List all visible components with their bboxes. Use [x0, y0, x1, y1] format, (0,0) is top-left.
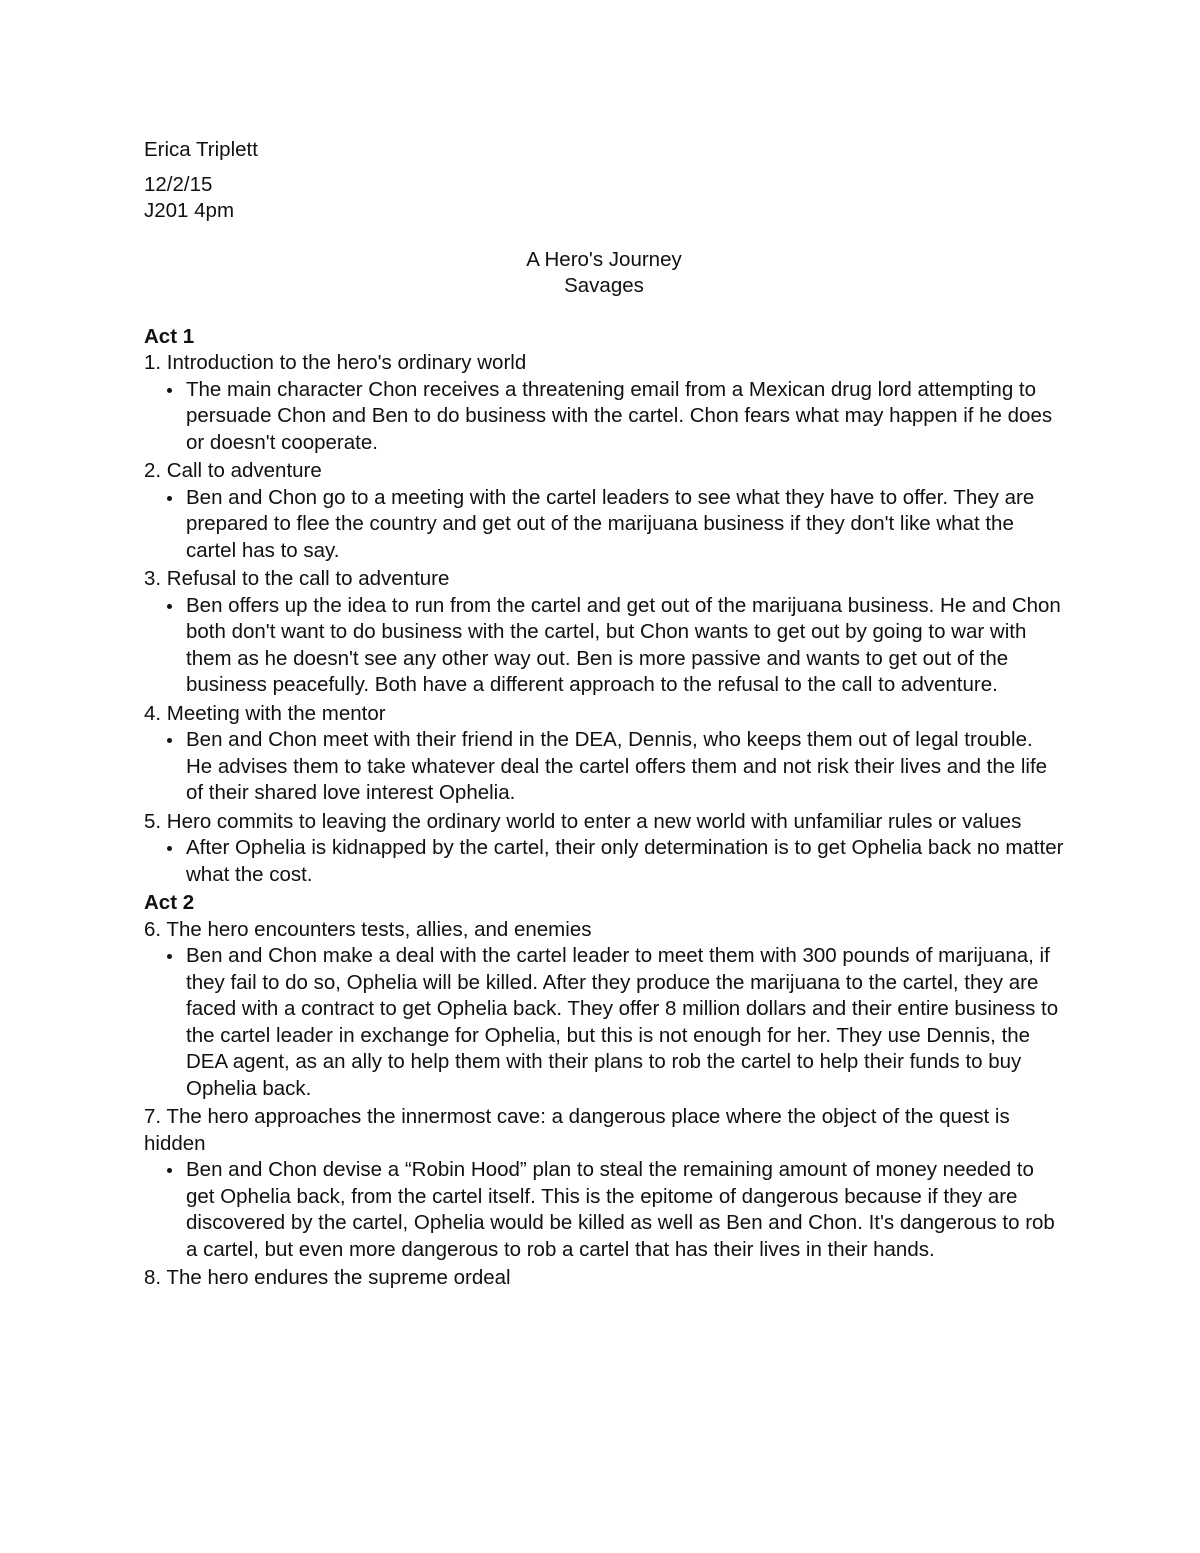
step-bullet — [144, 485, 1064, 565]
bullet-text: Ben offers up the idea to run from the cartel and get out of the marijuana business. He and Chon both don't want to do business with the cartel, but Chon wants to get out by going to war with them as he doesn't see any other way out. Ben is more passive and wants to get out of the business peacefully. Both have a different approach to the refusal to the call to adventure. — [186, 593, 1061, 696]
bullet-icon — [167, 388, 172, 393]
bullet-icon — [167, 954, 172, 959]
step-heading: 8. The hero endures the supreme ordeal — [144, 1266, 511, 1289]
bullet-text: After Ophelia is kidnapped by the cartel, their only determination is to get Ophelia back no matter what the cost. — [186, 836, 1064, 886]
step-heading: 5. Hero commits to leaving the ordinary world to enter a new world with unfamiliar rules or values — [144, 809, 1022, 833]
bullet-text: Ben and Chon go to a meeting with the cartel leaders to see what they have to offer. They are prepared to flee the country and get out of the marijuana business if they don't like what the cartel has to say. — [186, 485, 1035, 562]
step-bullet — [144, 943, 1064, 1102]
bullet-icon — [167, 1168, 172, 1173]
step-heading: 4. Meeting with the mentor — [144, 701, 386, 725]
act-heading: Act 2 — [144, 891, 195, 914]
step-heading: 3. Refusal to the call to adventure — [144, 567, 450, 590]
document-date: 12/2/15 — [144, 172, 213, 196]
step-bullet — [144, 835, 1064, 888]
act-section — [144, 890, 1064, 1292]
author-name: Erica Triplett — [144, 138, 258, 161]
step-bullet — [144, 727, 1064, 807]
step-heading: 7. The hero approaches the innermost cave: a dangerous place where the object of the quest is hidden — [144, 1105, 1010, 1155]
course-info: J201 4pm — [144, 199, 235, 222]
bullet-icon — [167, 846, 172, 851]
bullet-icon — [167, 496, 172, 501]
bullet-text: Ben and Chon devise a “Robin Hood” plan to steal the remaining amount of money needed to get Ophelia back, from the cartel itself. This is the epitome of dangerous because if they are discovered by the cartel, Ophelia would be killed as well as Ben and Chon. It's dangerous to rob a cartel, but even more dangerous to rob a cartel that has their lives in their hands. — [186, 1158, 1055, 1261]
step-bullet — [144, 1157, 1064, 1263]
bullet-text: The main character Chon receives a threatening email from a Mexican drug lord attempting to persuade Chon and Ben to do business with the cartel. Chon fears what may happen if he does or doesn't cooperate. — [186, 377, 1053, 454]
bullet-icon — [167, 604, 172, 609]
document-page — [144, 137, 1064, 1292]
step-bullet — [144, 377, 1064, 457]
title-block — [144, 247, 1064, 300]
document-header — [144, 137, 1064, 225]
act-section — [144, 324, 1064, 889]
bullet-text: Ben and Chon make a deal with the cartel leader to meet them with 300 pounds of marijuana, if they fail to do so, Ophelia will be killed. After they produce the marijuana to the cartel, they are faced with a contract to get Ophelia back. They offer 8 million dollars and their entire business to the cartel leader in exchange for Ophelia, but this is not enough for her. They use Dennis, the DEA agent, as an ally to help them with their plans to rob the cartel to help their funds to buy Ophelia back. — [186, 944, 1059, 1100]
step-bullet — [144, 593, 1064, 699]
document-subtitle: Savages — [564, 274, 644, 297]
step-heading: 2. Call to adventure — [144, 459, 322, 482]
document-title: A Hero's Journey — [526, 247, 682, 271]
step-heading: 6. The hero encounters tests, allies, and enemies — [144, 917, 592, 941]
act-heading: Act 1 — [144, 324, 195, 348]
step-heading: 1. Introduction to the hero's ordinary world — [144, 351, 527, 374]
bullet-text: Ben and Chon meet with their friend in the DEA, Dennis, who keeps them out of legal trouble. He advises them to take whatever deal the cartel offers them and not risk their lives and the life of their shared love interest Ophelia. — [186, 728, 1048, 804]
bullet-icon — [167, 738, 172, 743]
